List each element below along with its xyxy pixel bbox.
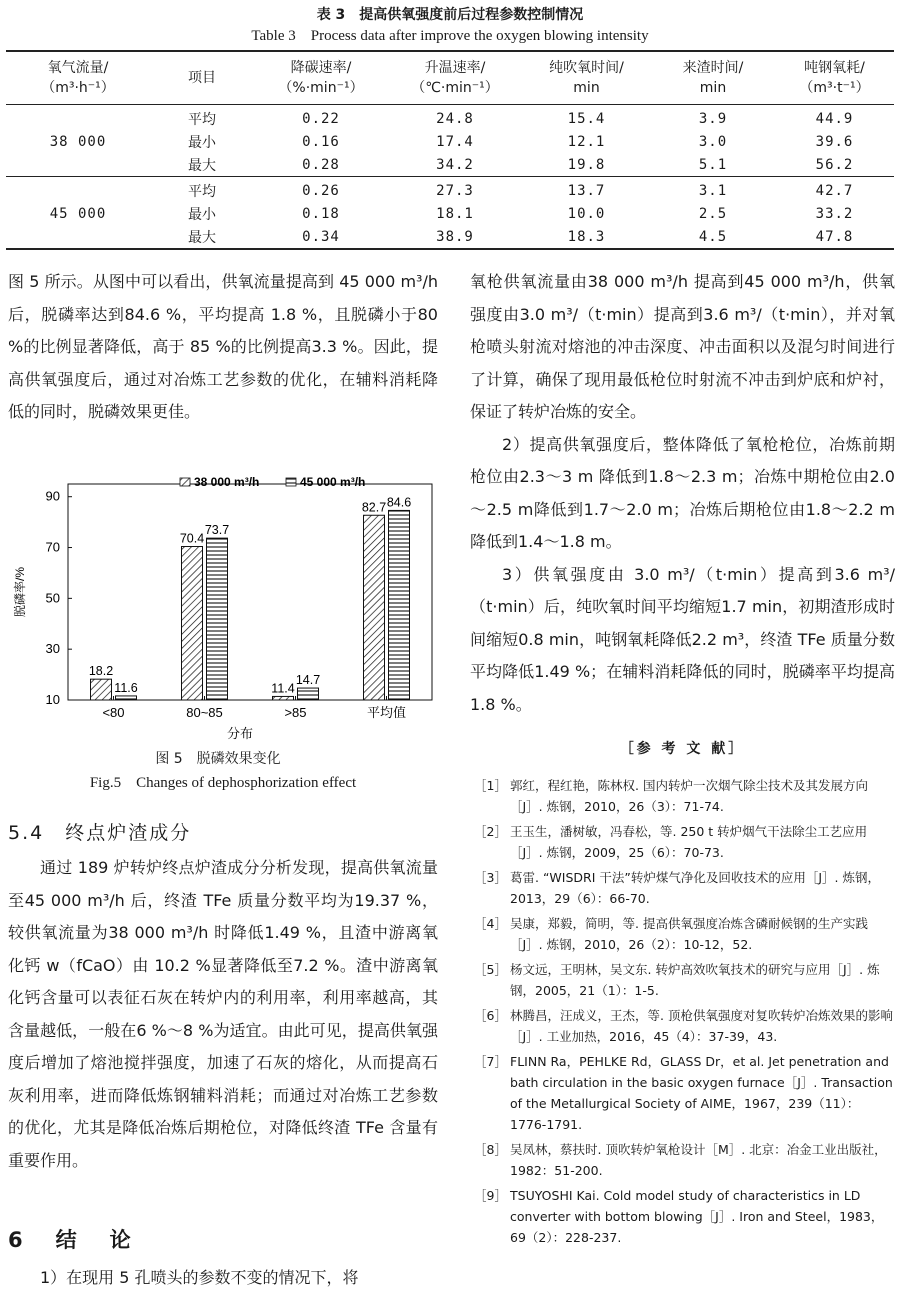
value-cell: 34.2 xyxy=(436,156,474,173)
y-tick-label: 90 xyxy=(45,488,60,504)
value-cell: 44.9 xyxy=(815,110,854,127)
references-title: ［参 考 文 献］ xyxy=(619,741,746,757)
table-row xyxy=(6,177,894,203)
value-cell: 19.8 xyxy=(567,156,606,173)
table-row xyxy=(6,105,894,131)
value-cell: 15.4 xyxy=(567,110,606,127)
bar-45000 xyxy=(389,510,410,700)
reference-number: ［9］ xyxy=(474,1188,507,1203)
x-axis-label: 分布 xyxy=(226,726,254,741)
paragraph: 1）在现用 5 孔喷头的参数不变的情况下，将 xyxy=(40,1268,359,1287)
value-cell: 33.2 xyxy=(815,205,854,222)
y-tick-label: 70 xyxy=(45,539,60,555)
bar-value-label: 18.2 xyxy=(88,664,114,679)
bar-45000 xyxy=(298,688,319,700)
header-oxygen-per-ton: 吨钢氧耗/ （m³·t⁻¹） xyxy=(799,60,870,96)
table-header-row xyxy=(6,51,894,105)
value-cell: 4.5 xyxy=(698,228,728,245)
value-cell: 47.8 xyxy=(815,228,854,245)
section-6-body xyxy=(8,1262,438,1295)
y-tick-label: 30 xyxy=(45,641,60,657)
value-cell: 0.18 xyxy=(302,205,340,222)
header-heating-rate: 升温速率/ （℃·min⁻¹） xyxy=(411,60,499,96)
x-tick-label: >85 xyxy=(284,705,307,720)
reference-text: 吴凤林，蔡扶时. 顶吹转炉氧枪设计［M］. 北京：冶金工业出版社，1982：51-200. xyxy=(510,1142,887,1178)
left-top-text xyxy=(8,266,438,429)
bar-45000 xyxy=(116,696,137,700)
bar-value-label: 73.7 xyxy=(204,523,230,538)
value-cell: 24.8 xyxy=(436,110,474,127)
y-tick-label: 10 xyxy=(45,692,60,707)
reference-item xyxy=(474,1185,894,1248)
value-cell: 13.7 xyxy=(567,182,606,199)
value-cell: 39.6 xyxy=(815,133,854,150)
flow-cell: 45 000 xyxy=(49,205,107,222)
value-cell: 2.5 xyxy=(698,205,728,222)
bar-38000 xyxy=(364,515,385,700)
reference-item xyxy=(474,1005,894,1047)
value-cell: 10.0 xyxy=(567,205,606,222)
bar-45000 xyxy=(207,538,228,700)
y-tick-label: 50 xyxy=(45,590,60,606)
y-axis-label: 脱磷率/% xyxy=(13,566,27,618)
item-cell: 平均 xyxy=(188,183,216,200)
bar-value-label: 14.7 xyxy=(295,673,321,688)
reference-number: ［6］ xyxy=(474,1008,507,1023)
table-caption-en: Table 3 Process data after improve the oxygen blowing intensity xyxy=(251,28,649,44)
value-cell: 3.1 xyxy=(698,182,728,199)
legend-swatch-45000 xyxy=(286,478,296,486)
x-tick-label: 80~85 xyxy=(186,705,223,720)
value-cell: 0.28 xyxy=(302,156,340,173)
section-5-4-body xyxy=(8,852,438,1177)
flow-cell: 38 000 xyxy=(49,133,107,150)
bar-38000 xyxy=(182,547,203,700)
reference-text: TSUYOSHI Kai. Cold model study of characteristics in LD converter with bottom blowing［J］. Iron and Steel，1983，69（2）：228-237. xyxy=(510,1188,884,1245)
dephosphorization-chart xyxy=(0,462,450,744)
paragraph: 3）供氧强度由 3.0 m³/（t·min）提高到3.6 m³/（t·min）后，纯吹氧时间平均缩短1.7 min，初期渣形成时间缩短0.8 min，吨钢氧耗降低2.2 m³，终渣 TFe 质量分数平均降低1.49 %；在辅料消耗降低的同时，脱磷率平均提高1.8 %。 xyxy=(470,564,895,714)
paragraph: 氧枪供氧流量由38 000 m³/h 提高到45 000 m³/h，供氧强度由3.0 m³/（t·min）提高到3.6 m³/（t·min），并对氧枪喷头射流对熔池的冲击深度、冲击面积以及混匀时间进行了计算，确保了现用最低枪位时射流不冲击到炉底和炉衬，保证了转炉冶炼的安全。 xyxy=(470,272,895,421)
reference-item xyxy=(474,913,894,955)
reference-text: 杨文远，王明林，吴文东. 转炉高效吹氧技术的研究与应用［J］. 炼钢，2005，21（1）：1-5. xyxy=(510,962,880,998)
table-caption-cn: 表 3 提高供氧强度前后过程参数控制情况 xyxy=(316,7,584,23)
reference-number: ［7］ xyxy=(474,1054,507,1069)
section-6-heading: 6 结 论 xyxy=(8,1228,137,1252)
figure-caption-cn: 图 5 脱磷效果变化 xyxy=(155,751,281,767)
reference-text: 吴康，郑毅，简明，等. 提高供氧强度冶炼含磷耐候钢的生产实践［J］. 炼钢，2010，26（2）：10-12，52. xyxy=(510,916,868,952)
process-data-table xyxy=(6,50,894,250)
item-cell: 最大 xyxy=(188,157,216,174)
right-column-text xyxy=(470,266,895,721)
bar-value-label: 11.4 xyxy=(271,681,295,696)
table-group-45000 xyxy=(6,177,894,250)
value-cell: 0.16 xyxy=(302,133,340,150)
reference-item xyxy=(474,775,894,817)
header-decarb-rate: 降碳速率/ （%·min⁻¹） xyxy=(278,60,364,96)
value-cell: 0.34 xyxy=(302,228,340,245)
header-blowing-time: 纯吹氧时间/ min xyxy=(549,60,624,96)
value-cell: 18.3 xyxy=(567,228,606,245)
bar-value-label: 70.4 xyxy=(179,531,205,546)
item-cell: 平均 xyxy=(188,111,216,128)
reference-number: ［1］ xyxy=(474,778,507,793)
reference-number: ［8］ xyxy=(474,1142,507,1157)
reference-text: 葛雷. “WISDRI 干法”转炉煤气净化及回收技术的应用［J］. 炼钢，2013，29（6）：66-70. xyxy=(510,870,880,906)
value-cell: 27.3 xyxy=(436,182,474,199)
bar-value-label: 84.6 xyxy=(386,495,412,510)
reference-number: ［4］ xyxy=(474,916,507,931)
reference-item xyxy=(474,1139,894,1181)
figure-caption-en: Fig.5 Changes of dephosphorization effect xyxy=(89,775,357,791)
value-cell: 3.0 xyxy=(698,133,728,150)
value-cell: 0.26 xyxy=(302,182,340,199)
bar-value-label: 11.6 xyxy=(114,680,138,695)
value-cell: 38.9 xyxy=(436,228,474,245)
value-cell: 56.2 xyxy=(815,156,854,173)
item-cell: 最大 xyxy=(188,229,216,246)
x-tick-label: <80 xyxy=(102,705,125,720)
value-cell: 3.9 xyxy=(698,110,728,127)
value-cell: 5.1 xyxy=(698,156,728,173)
paragraph: 图 5 所示。从图中可以看出，供氧流量提高到 45 000 m³/h 后，脱磷率达到84.6 %，平均提高 1.8 %，且脱磷小于80 %的比例显著降低，高于 85 %的比例提高3.3 %。因此，提高供氧强度后，通过对冶炼工艺参数的优化，在辅料消耗降低的同时，脱磷效果更佳。 xyxy=(8,272,438,421)
item-cell: 最小 xyxy=(188,206,216,223)
header-slag-time: 来渣时间/ min xyxy=(682,60,744,96)
reference-text: 林腾昌，汪成义，王杰，等. 顶枪供氧强度对复吹转炉冶炼效果的影响［J］. 工业加热，2016，45（4）：37-39，43. xyxy=(510,1008,893,1044)
reference-number: ［2］ xyxy=(474,824,507,839)
value-cell: 17.4 xyxy=(436,133,474,150)
bar-38000 xyxy=(273,696,294,700)
value-cell: 18.1 xyxy=(436,205,474,222)
legend-label-38000: 38 000 m³/h xyxy=(194,475,260,489)
header-item: 项目 xyxy=(188,70,216,86)
reference-item xyxy=(474,821,894,863)
value-cell: 0.22 xyxy=(302,110,340,127)
reference-item xyxy=(474,1051,894,1135)
reference-number: ［5］ xyxy=(474,962,507,977)
value-cell: 42.7 xyxy=(815,182,854,199)
table-group-38000 xyxy=(6,105,894,177)
legend-swatch-38000 xyxy=(180,478,190,486)
reference-text: 郭红，程红艳，陈林权. 国内转炉一次烟气除尘技术及其发展方向［J］. 炼钢，2010，26（3）：71-74. xyxy=(510,778,868,814)
references-list xyxy=(474,775,894,1252)
bar-38000 xyxy=(91,679,112,700)
bar-value-label: 82.7 xyxy=(361,500,387,515)
header-oxygen-flow: 氧气流量/ （m³·h⁻¹） xyxy=(41,60,115,96)
reference-item xyxy=(474,959,894,1001)
paragraph: 通过 189 炉转炉终点炉渣成分分析发现，提高供氧流量至45 000 m³/h 后，终渣 TFe 质量分数平均为19.37 %，较供氧流量为38 000 m³/h 时降低1.49 %，且渣中游离氧化钙 w（fCaO）由 10.2 %显著降低至7.2 %。渣中游离氧化钙含量可以表征石灰在转炉内的利用率，利用率越高，其含量越低，一般在6 %～8 %为适宜。由此可见，提高供氧强度后增加了熔池搅拌强度，加速了石灰的熔化，从而提高石灰利用率，进而降低炼钢辅料消耗；而通过对冶炼工艺参数的优化，尤其是降低冶炼后期枪位，对降低终渣 TFe 含量有重要作用。 xyxy=(8,858,438,1170)
paragraph: 2）提高供氧强度后，整体降低了氧枪枪位，冶炼前期枪位由2.3～3 m 降低到1.8～2.3 m；冶炼中期枪位由2.0～2.5 m降低到1.7～2.0 m；冶炼后期枪位由1.8～2.2 m降低到1.4～1.8 m。 xyxy=(470,434,895,551)
section-5-4-heading: 5.4 终点炉渣成分 xyxy=(8,822,192,844)
reference-item xyxy=(474,867,894,909)
x-tick-label: 平均值 xyxy=(366,705,407,720)
reference-text: FLINN Ra，PEHLKE Rd，GLASS Dr，et al. Jet penetration and bath circulation in the basic oxygen furnace［J］. Transaction of the Metallurgical Society of AIME，1967，239（11）：1776-1791. xyxy=(510,1054,893,1132)
item-cell: 最小 xyxy=(188,134,216,151)
value-cell: 12.1 xyxy=(567,133,606,150)
reference-number: ［3］ xyxy=(474,870,507,885)
legend-label-45000: 45 000 m³/h xyxy=(300,475,366,489)
reference-text: 王玉生，潘树敏，冯春松，等. 250 t 转炉烟气干法除尘工艺应用［J］. 炼钢，2009，25（6）：70-73. xyxy=(510,824,868,860)
